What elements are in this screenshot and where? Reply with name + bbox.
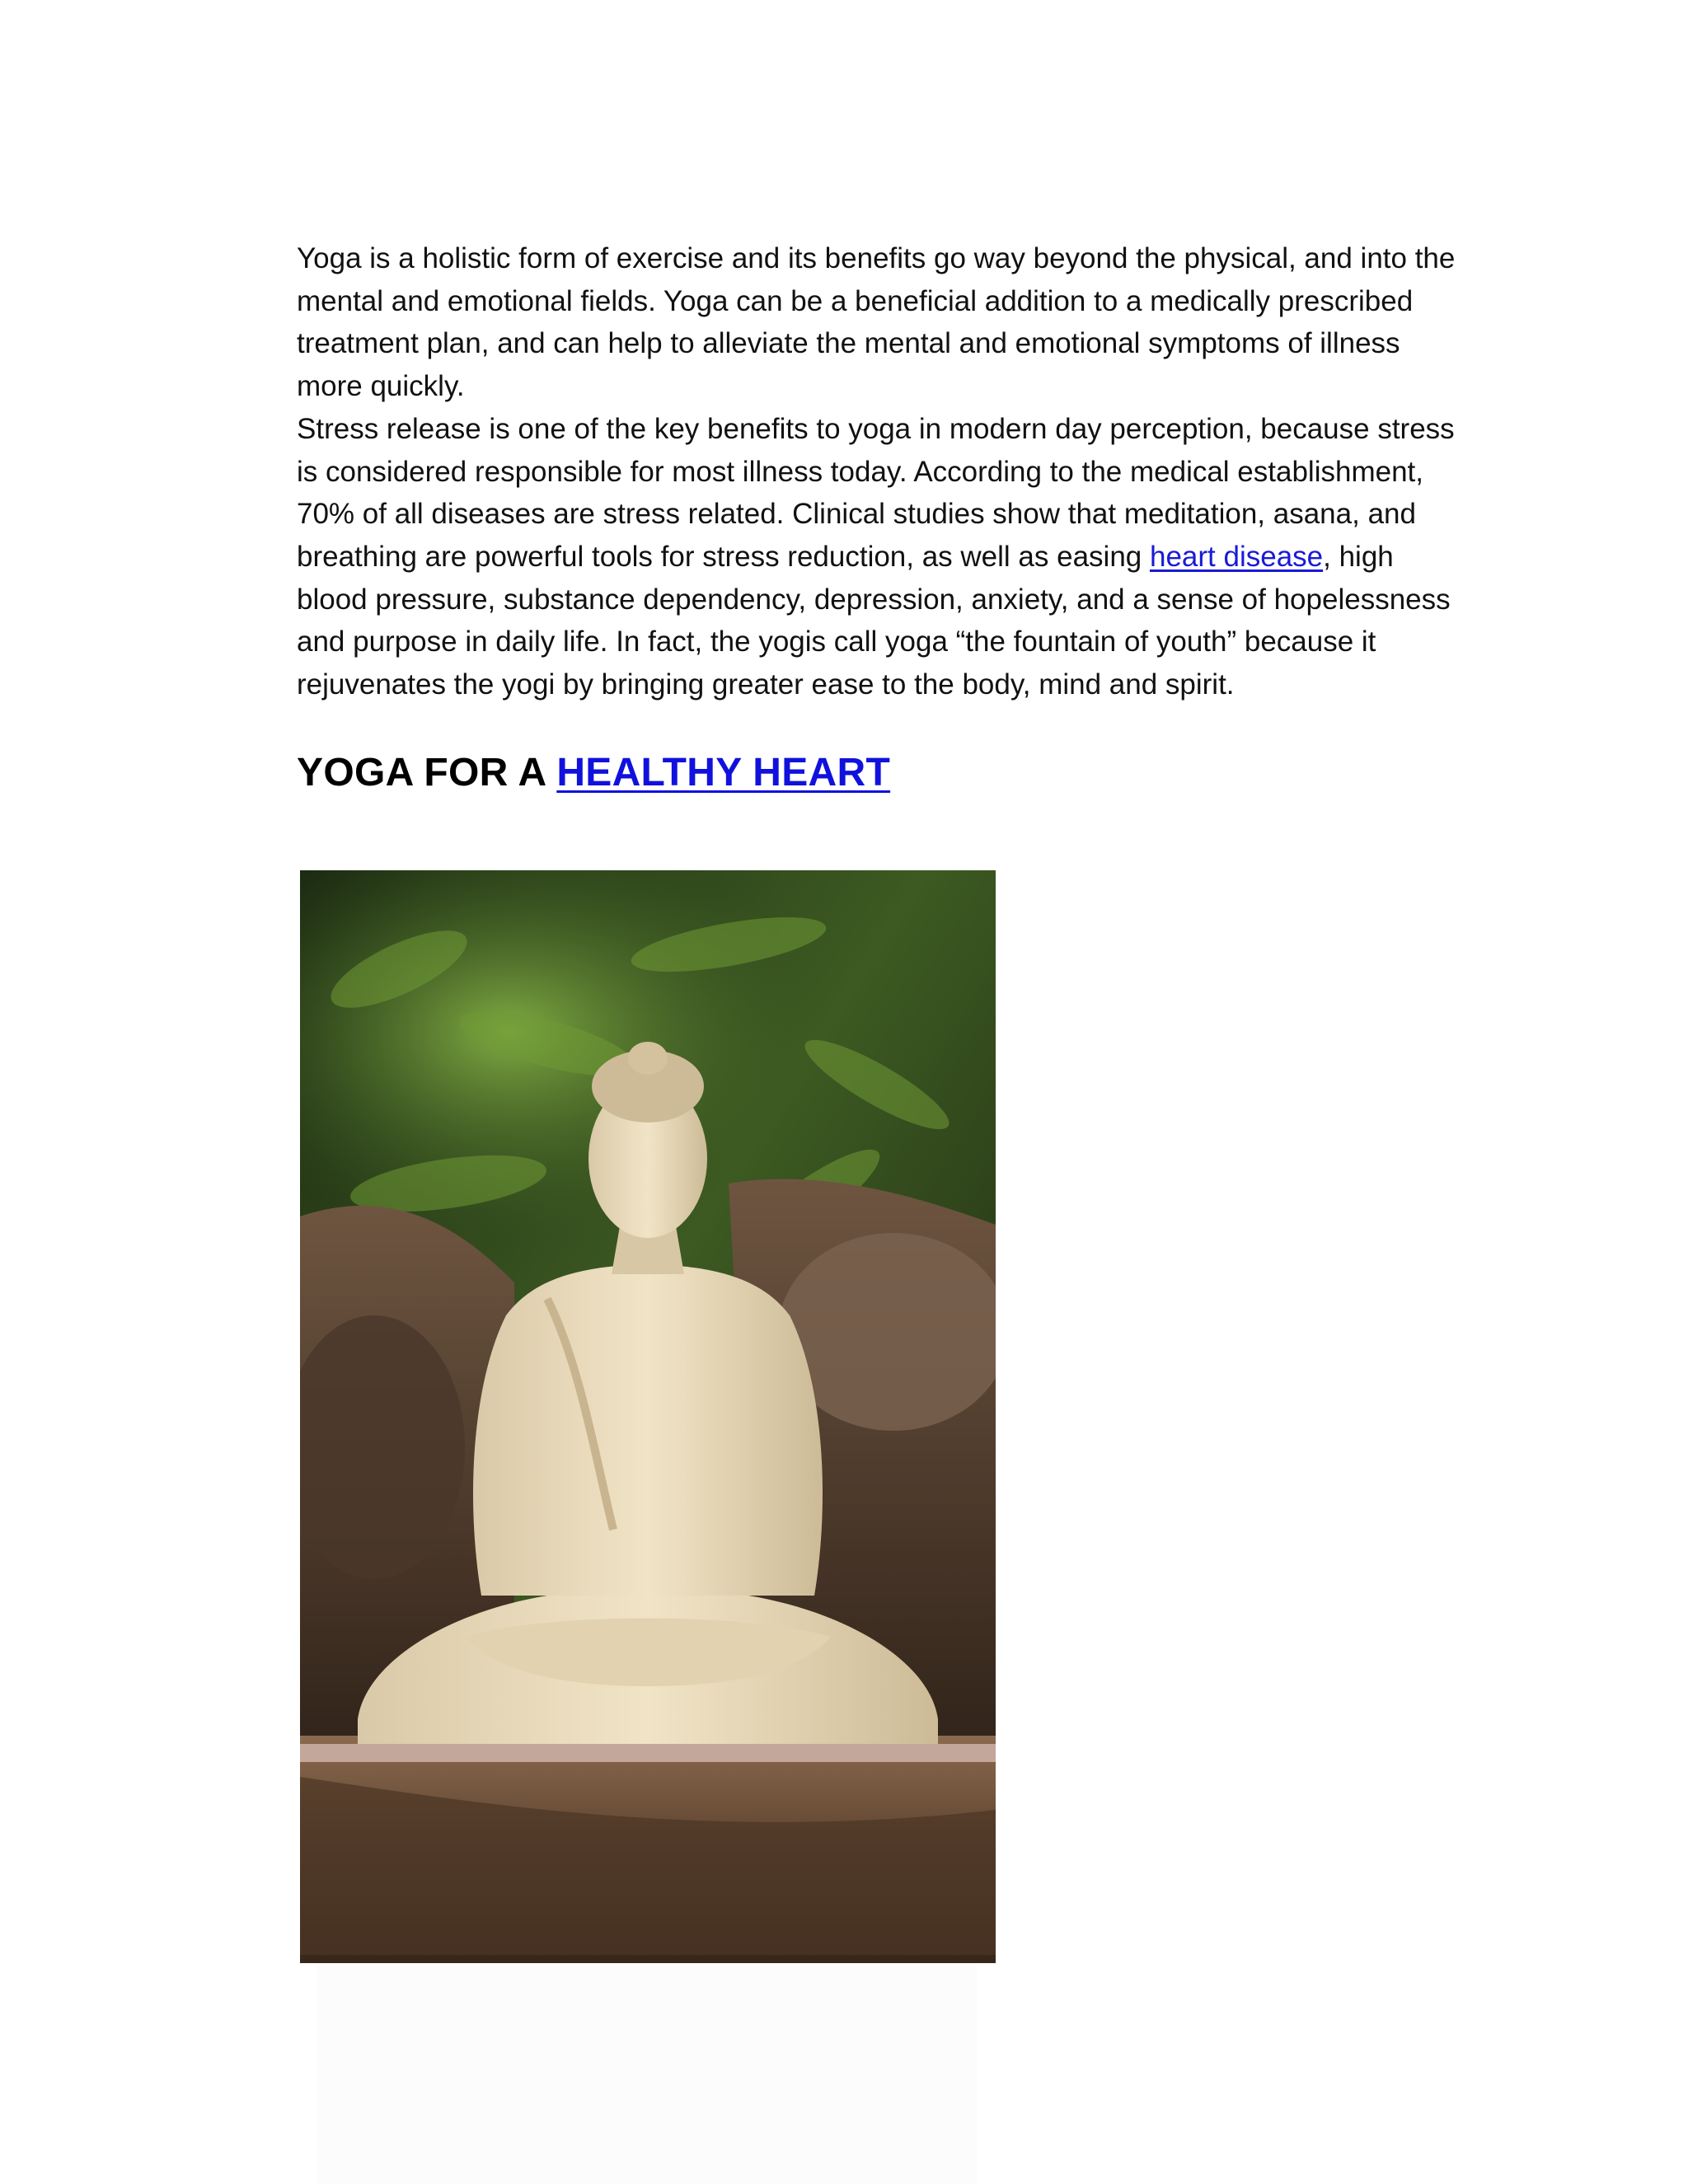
heart-disease-link[interactable]: heart disease — [1149, 540, 1324, 573]
paragraph-stress — [297, 408, 1467, 706]
paragraph-stress-text-end: , high blood pressure, substance dependency, depression, anxiety, and a sense of hopelessness and purpose in daily life. In fact, the yogis call yoga “the fountain of youth” because it rejuvenates the yogi by bringing greater ease to the body, mind and spirit. — [297, 540, 1451, 701]
section-heading-prefix: YOGA FOR A — [297, 751, 557, 794]
healthy-heart-link[interactable]: HEALTHY HEART — [556, 751, 891, 794]
article-body — [297, 237, 1467, 706]
photo-shadow-area — [317, 1966, 977, 2184]
paragraph-intro: Yoga is a holistic form of exercise and its benefits go way beyond the physical, and into the mental and emotional fields. Yoga can be a beneficial addition to a medically prescribed treatment plan, and can help to alleviate the mental and emotional symptoms of illness more quickly. — [297, 242, 1456, 403]
buddha-statue-photo — [300, 870, 996, 1963]
section-heading — [297, 750, 890, 795]
paragraph-stress-text-start: Stress release is one of the key benefits to yoga in modern day perception, because stress is considered responsible for most illness today. According to the medical establishment, 70% of all diseases are stress related. Clinical studies show that meditation, asana, and breathing are powerful tools for stress reduction, as well as easing — [297, 412, 1455, 573]
